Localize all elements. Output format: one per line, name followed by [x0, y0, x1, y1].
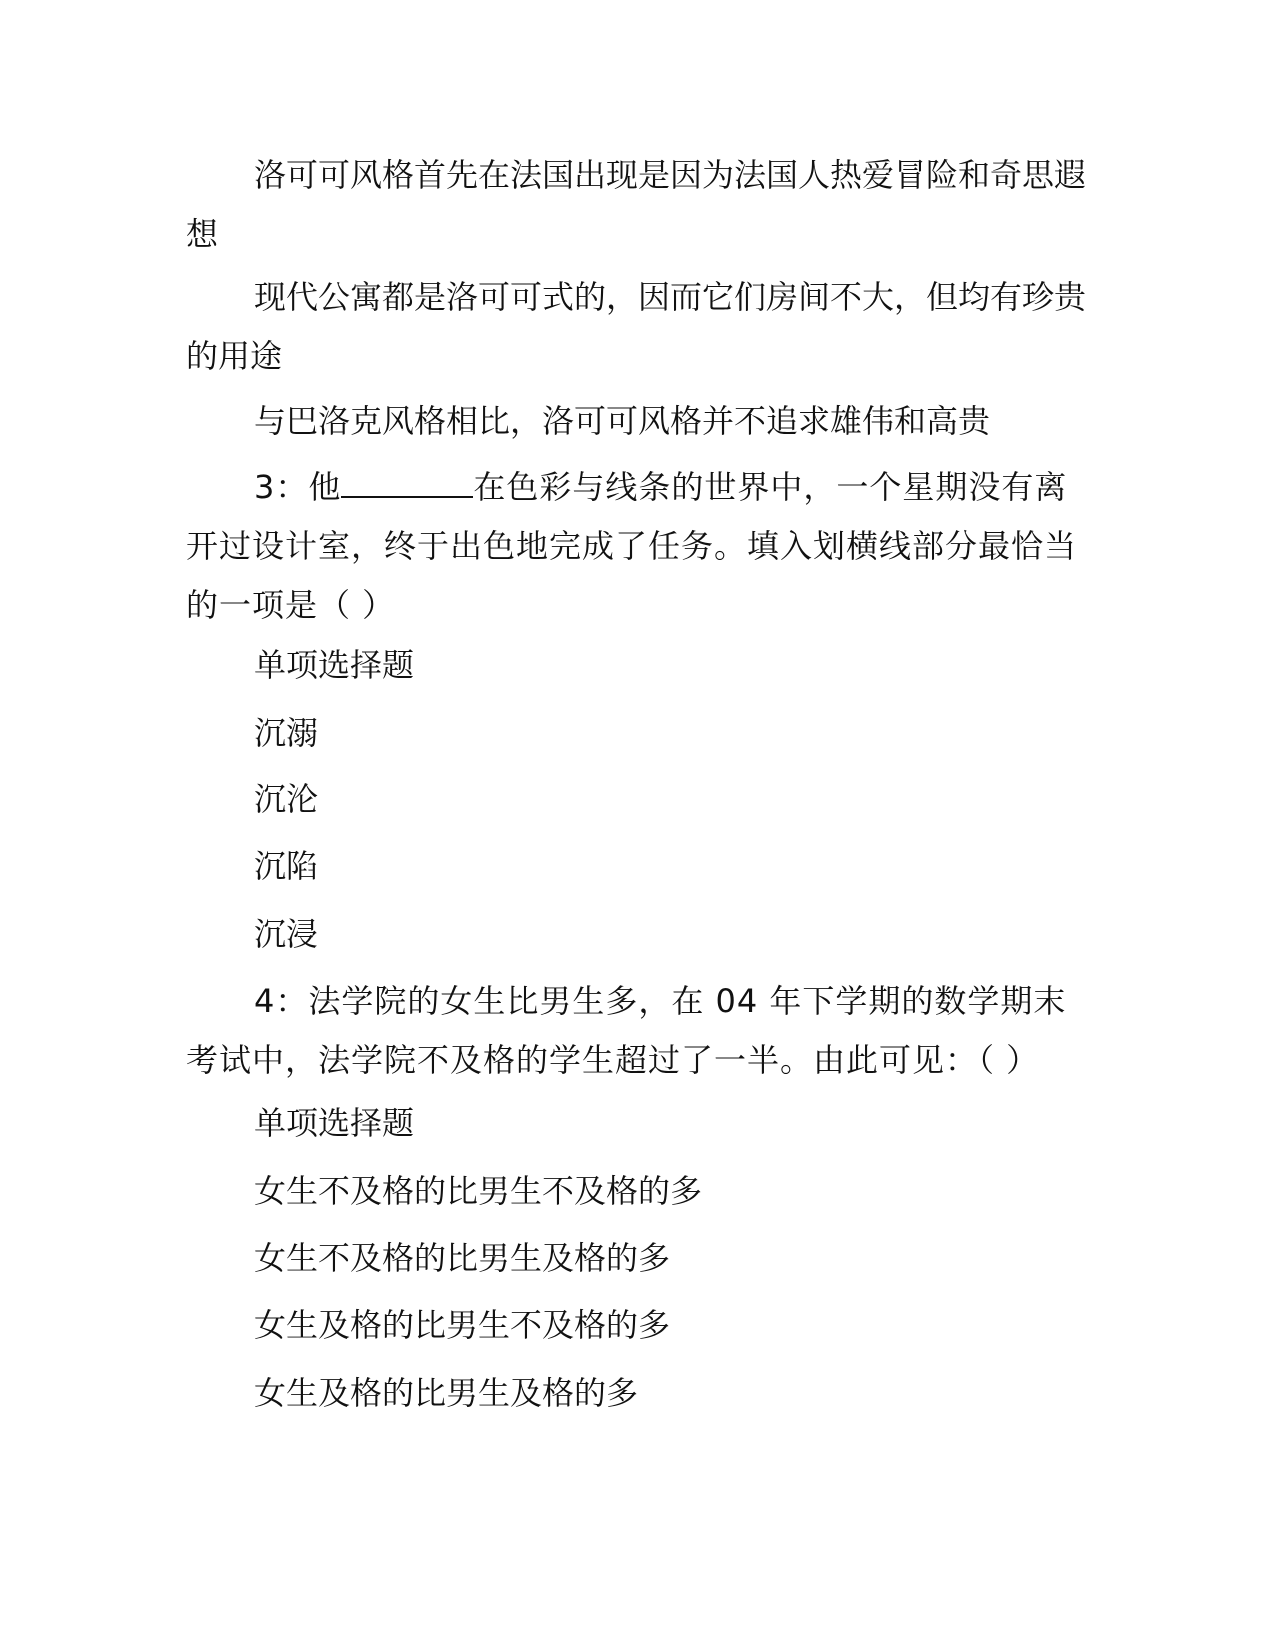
option-text: 与巴洛克风格相比，洛可可风格并不追求雄伟和高贵: [254, 402, 991, 440]
option-text: 女生及格的比男生及格的多: [254, 1374, 639, 1412]
question-3-prefix: 3：他: [254, 468, 342, 506]
option-text: 沉沦: [254, 780, 319, 818]
option-text: 洛可可风格首先在法国出现是因为法国人热爱冒险和奇思遐想: [186, 156, 1087, 253]
fill-in-blank: [341, 470, 473, 498]
option-text: 现代公寓都是洛可可式的，因而它们房间不大，但均有珍贵的用途: [186, 278, 1087, 375]
question-4-stem: 4：法学院的女生比男生多，在 04 年下学期的数学期末考试中，法学院不及格的学生超过了一半。由此可见：（ ）: [186, 982, 1067, 1079]
option-text: 女生不及格的比男生及格的多: [254, 1239, 671, 1277]
question-type: 单项选择题: [254, 646, 415, 684]
question-3-stem: [186, 458, 1090, 635]
option-text: 沉陷: [254, 847, 319, 885]
question-3-suffix: 在色彩与线条的世界中，一个星期没有离开过设计室，终于出色地完成了任务。填入划横线部分最恰当的一项是（ ）: [186, 468, 1078, 624]
option-text: 女生及格的比男生不及格的多: [254, 1306, 671, 1344]
question-type: 单项选择题: [254, 1104, 415, 1142]
option-text: 沉溺: [254, 714, 319, 752]
option-text: 女生不及格的比男生不及格的多: [254, 1172, 703, 1210]
option-text: 沉浸: [254, 915, 319, 953]
